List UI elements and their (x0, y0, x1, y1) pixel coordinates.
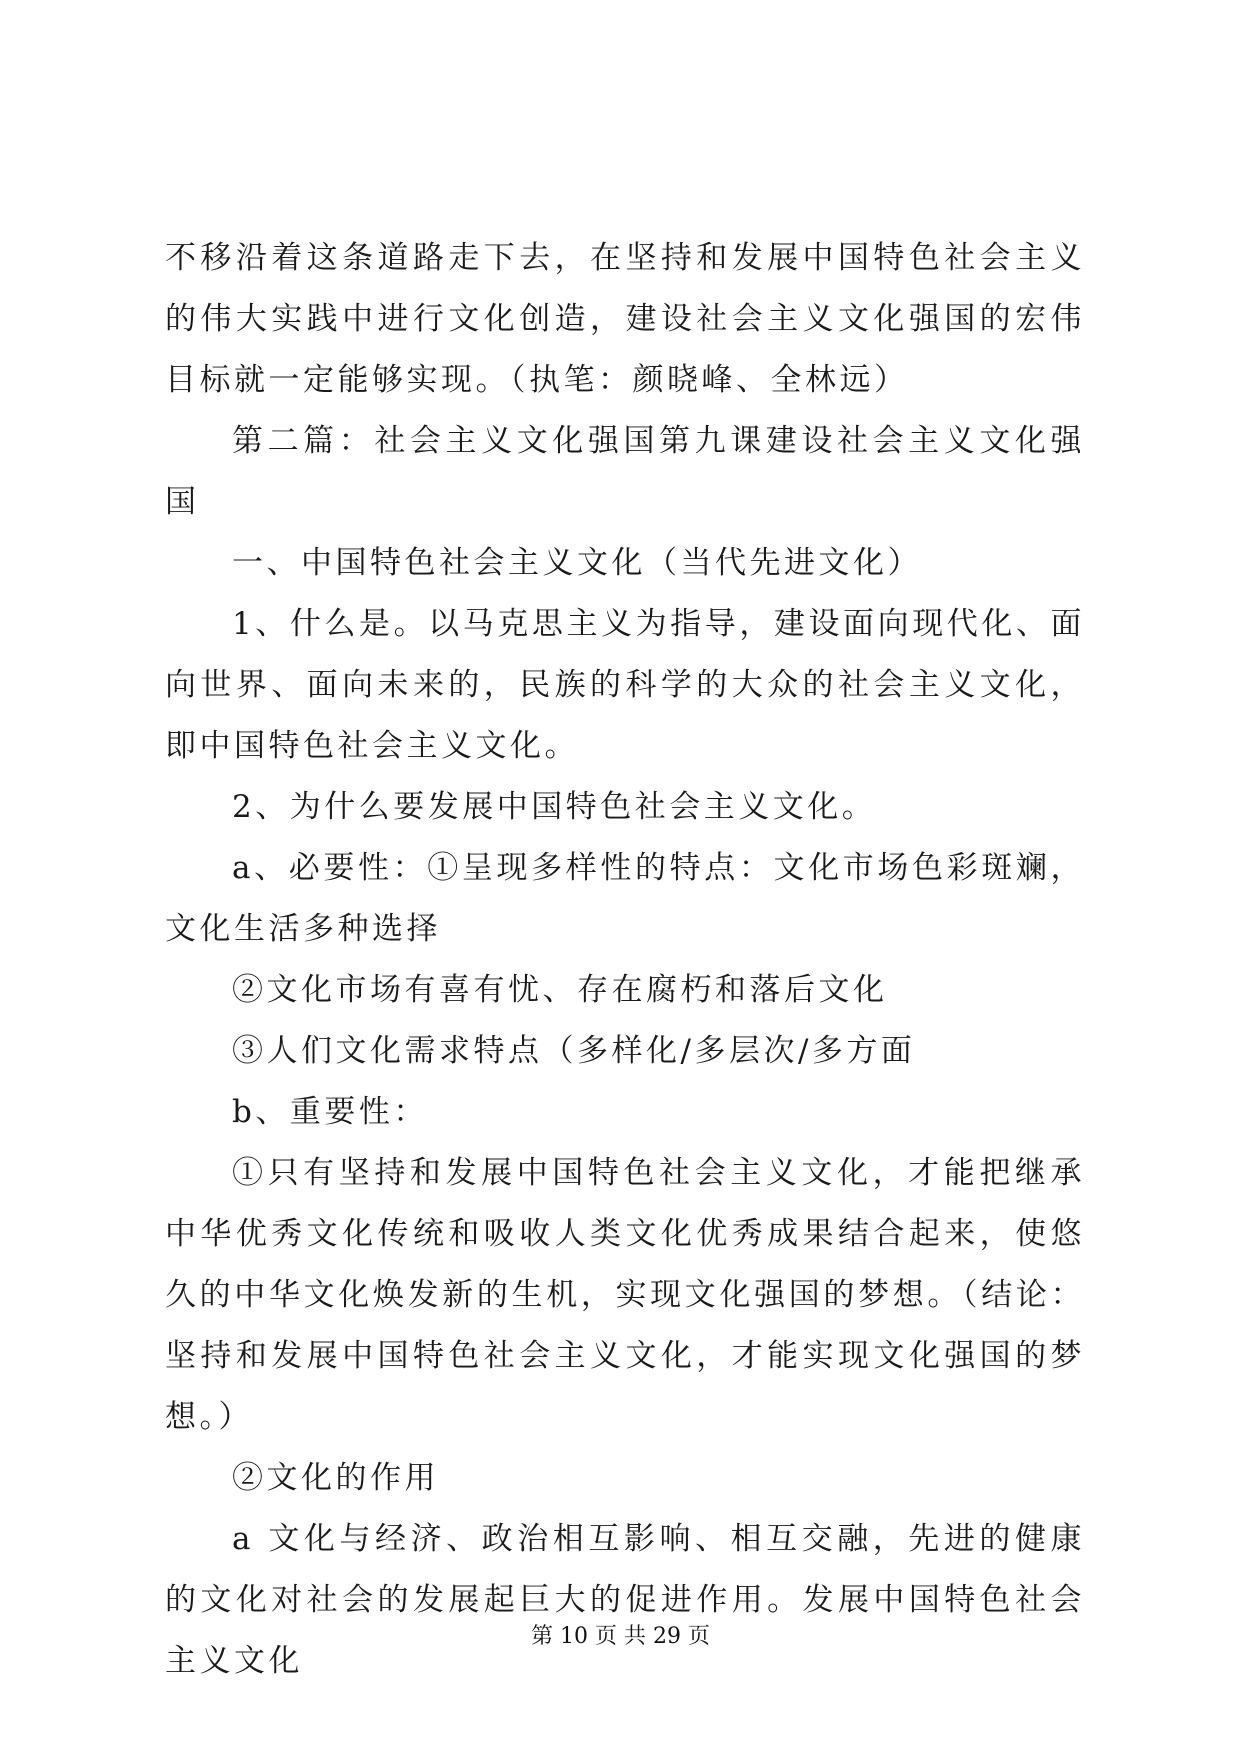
paragraph-culture-economy: a 文化与经济、政治相互影响、相互交融，先进的健康的文化对社会的发展起巨大的促进作用。发展中国特色社会主义文化 (165, 1521, 1085, 1679)
paragraph-culture-role: ②文化的作用 (232, 1460, 439, 1496)
paragraph-question: 2、为什么要发展中国特色社会主义文化。 (232, 789, 877, 825)
paragraph-necessity: a、必要性：①呈现多样性的特点：文化市场色彩斑斓，文化生活多种选择 (165, 850, 1085, 947)
paragraph-continuation: 不移沿着这条道路走下去，在坚持和发展中国特色社会主义的伟大实践中进行文化创造，建设社会主义文化强国的宏伟目标就一定能够实现。（执笔：颜晓峰、全林远） (165, 240, 1085, 398)
paragraph-definition: 1、什么是。以马克思主义为指导，建设面向现代化、面向世界、面向未来的，民族的科学的大众的社会主义文化，即中国特色社会主义文化。 (165, 606, 1085, 764)
paragraph-importance-1: ①只有坚持和发展中国特色社会主义文化，才能把继承中华优秀文化传统和吸收人类文化优秀成果结合起来，使悠久的中华文化焕发新的生机，实现文化强国的梦想。（结论：坚持和发展中国特色社会主义文化，才能实现文化强国的梦想。） (165, 1155, 1085, 1435)
heading-one: 一、中国特色社会主义文化（当代先进文化） (232, 545, 922, 581)
document-body (165, 228, 1085, 1692)
list-item-3: ③人们文化需求特点（多样化/多层次/多方面 (232, 1033, 916, 1069)
page-footer: 第 10 页 共 29 页 (531, 1624, 710, 1649)
list-item-2: ②文化市场有喜有忧、存在腐朽和落后文化 (232, 972, 888, 1008)
section-title: 第二篇：社会主义文化强国第九课建设社会主义文化强国 (165, 423, 1085, 520)
paragraph-importance: b、重要性： (232, 1094, 428, 1130)
